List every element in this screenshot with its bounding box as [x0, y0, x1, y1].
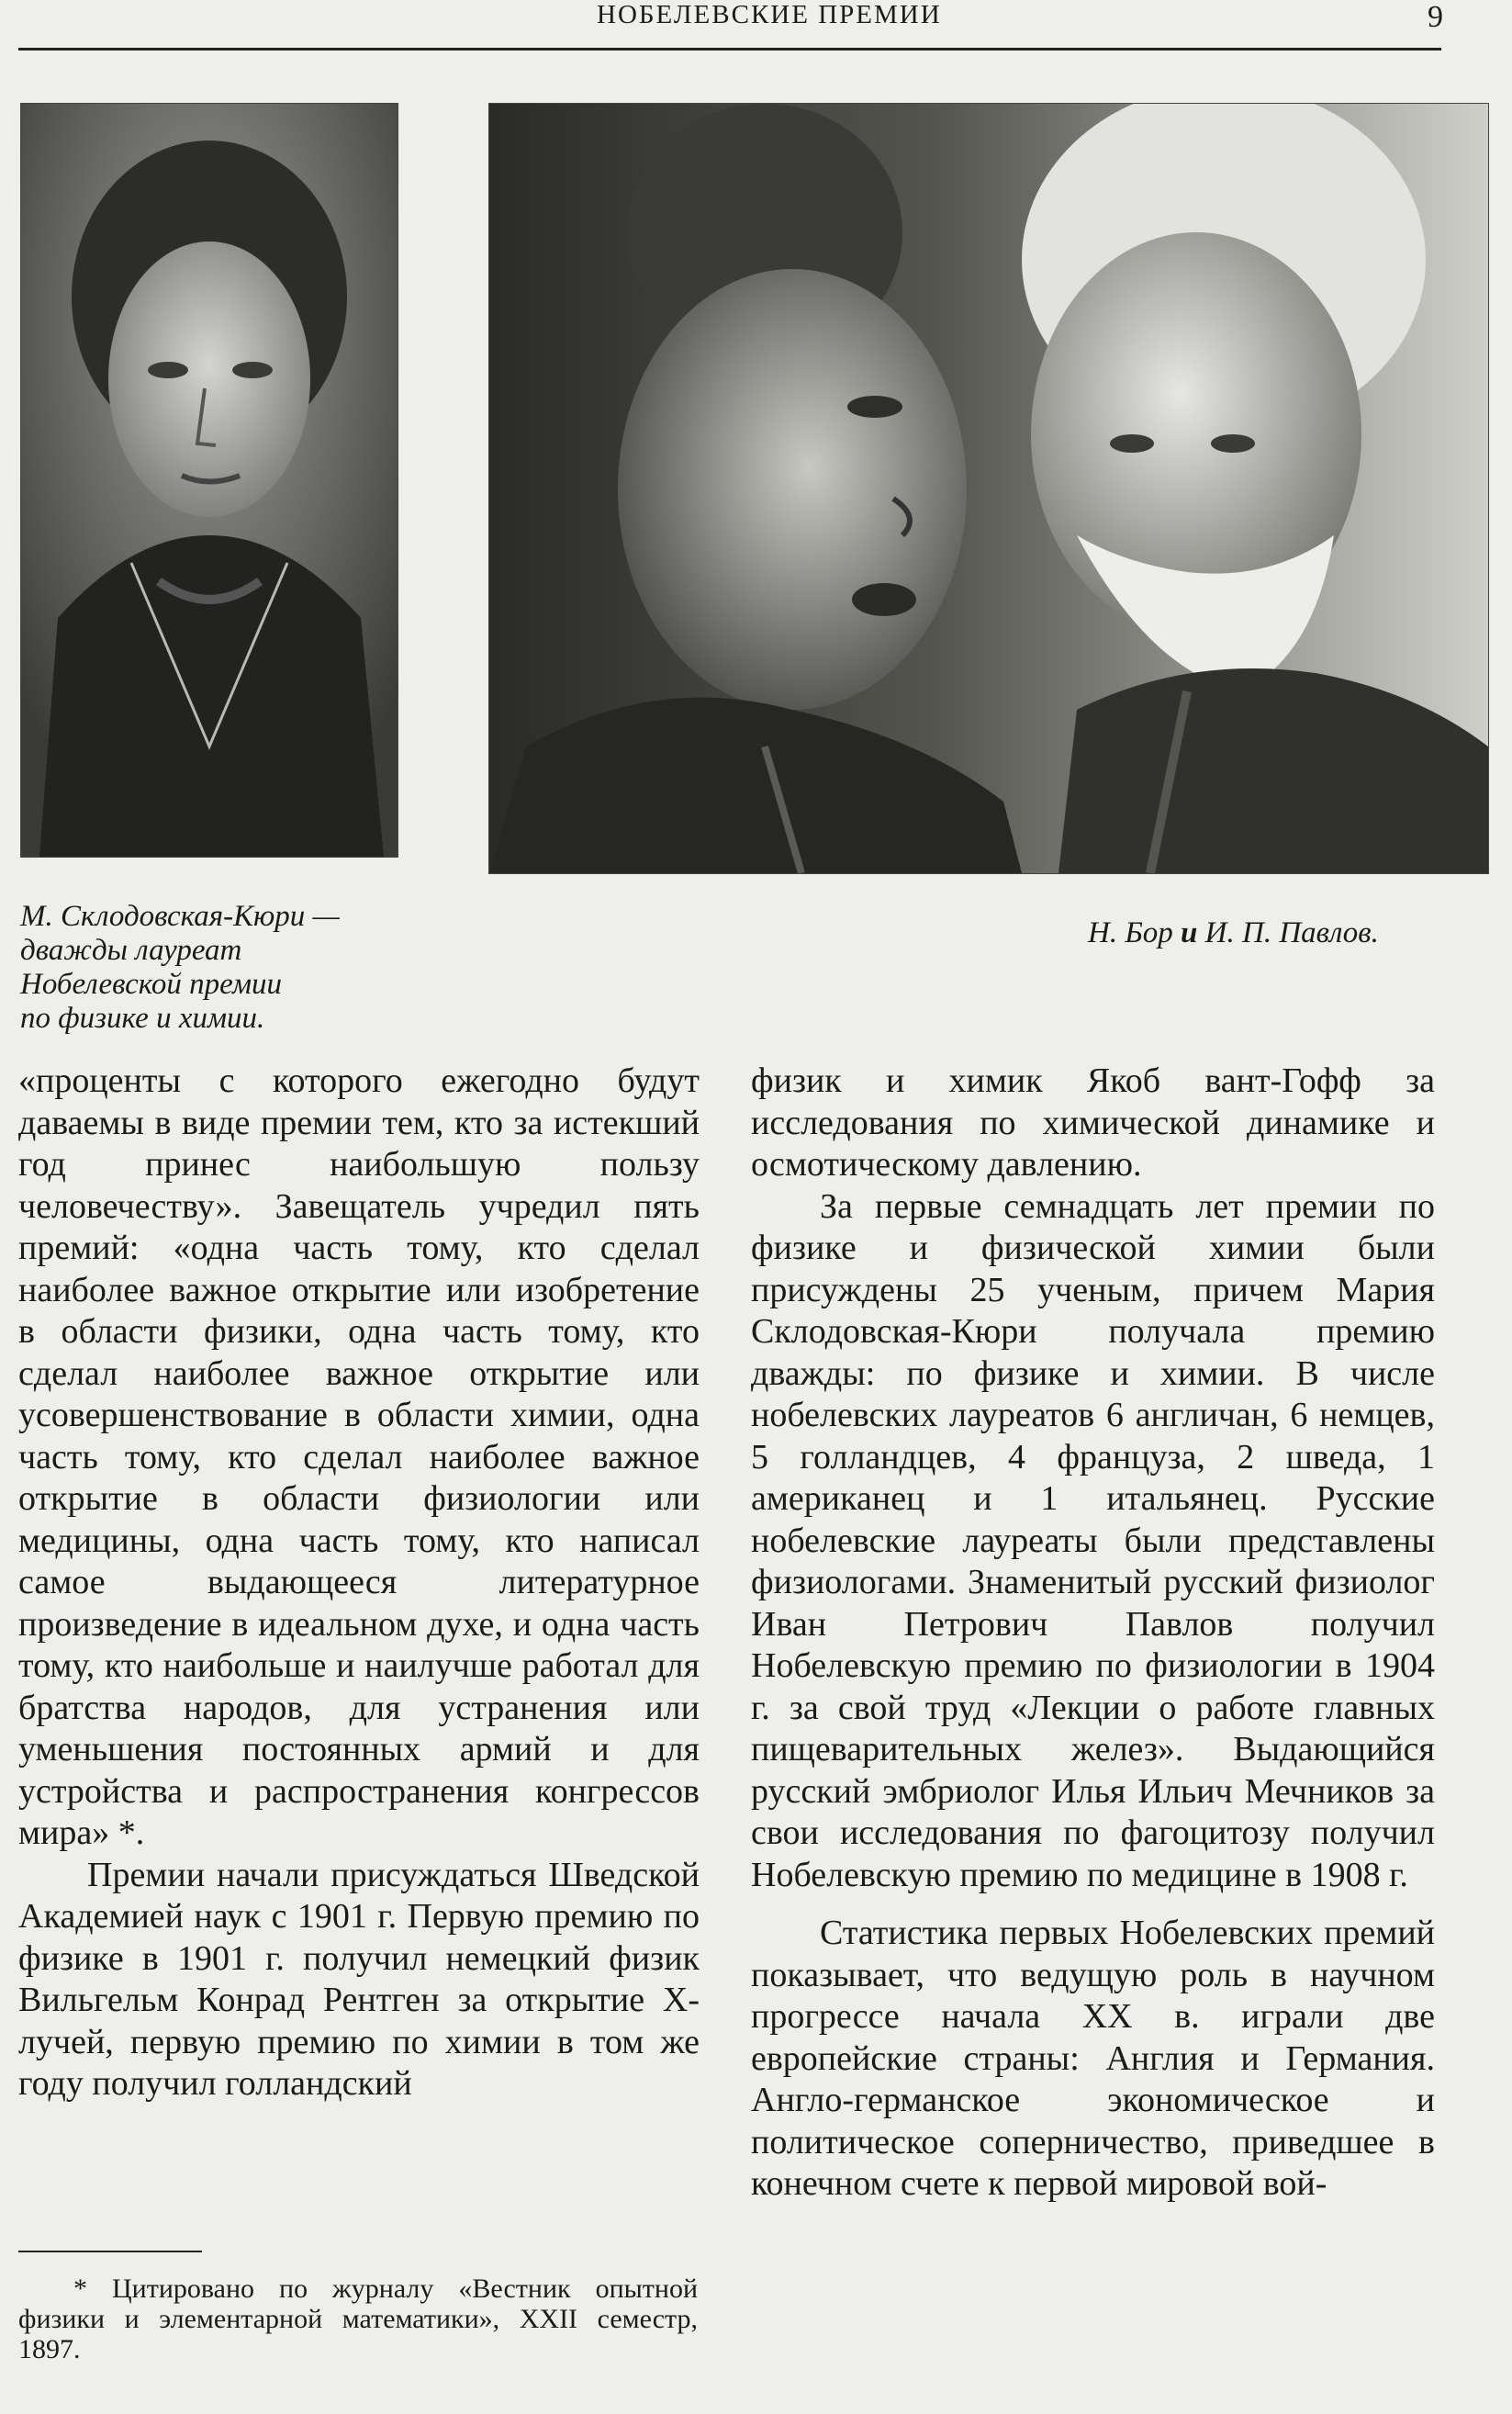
curie-caption-line: дважды лауреат — [20, 934, 242, 967]
paragraph: физик и химик Якоб вант-Гофф за исследования по химической динамике и осмотическому давлению. — [751, 1061, 1435, 1184]
bohr-pavlov-image — [489, 104, 1488, 873]
bohr-caption-text: Н. Бор — [1088, 916, 1182, 949]
left-text-column — [18, 1061, 700, 2105]
curie-caption — [20, 900, 452, 1036]
paragraph: «проценты с которого ежегодно будут даваемы в виде премии тем, кто за истекший год принес наибольшую пользу человечеству». Завещатель учредил пять премий: «одна часть тому, кто сделал наиболее важное открытие или изобретение в области физики, одна часть тому, кто сделал наиболее важное открытие или усовершенствование в области химии, одна часть тому, кто сделал наиболее важное открытие в области физиологии или медицины, одна часть тому, кто написал самое выдающееся литературное произведение в идеальном духе, и одна часть тому, кто наибольше и наилучше работал для братства народов, для устранения или уменьшения постоянных армий и для устройства и распространения конгрессов мира» *. — [18, 1061, 700, 1852]
right-text-column — [751, 1061, 1435, 2206]
curie-portrait-image — [21, 104, 398, 857]
page-number: 9 — [1428, 0, 1443, 34]
footnote — [18, 2274, 698, 2364]
bohr-pavlov-photo — [488, 103, 1489, 874]
paragraph: За первые семнадцать лет премии по физике и физической химии были присуждены 25 ученым, причем Мария Склодовская-Кюри получала премию дважды: по физике и химии. В числе нобелевских лауреатов 6 англичан, 6 немцев, 5 голландцев, 4 француза, 2 шведа, 1 американец и 1 итальянец. Русские нобелевские лауреаты были представлены физиологами. Знаменитый русский физиолог Иван Петрович Павлов получил Нобелевскую премию по физиологии в 1904 г. за свой труд «Лекции о работе главных пищеварительных желез». Выдающийся русский эмбриолог Илья Ильич Мечников за свои исследования по фагоцитозу получил Нобелевскую премию по медицине в 1908 г. — [751, 1186, 1435, 1894]
curie-caption-line: Нобелевской премии — [20, 968, 283, 1001]
footnote-text: * Цитировано по журналу «Вестник опытной физики и элементарной математики», XXII семестр, 1897. — [18, 2274, 698, 2364]
paragraph: Премии начали присуждаться Шведской Академией наук с 1901 г. Первую премию по физике в 1901 г. получил немецкий физик Вильгельм Конрад Рентген за открытие X-лучей, первую премию по химии в том же году получил голландский — [18, 1855, 700, 2103]
curie-portrait-photo — [20, 103, 398, 858]
running-header — [18, 0, 1441, 51]
footnote-rule — [18, 2251, 202, 2252]
caption-conjunction: и — [1181, 916, 1198, 949]
pavlov-caption-text: И. П. Павлов. — [1197, 916, 1379, 949]
paragraph: Статистика первых Нобелевских премий показывает, что ведущую роль в научном прогрессе начала XX в. играли две европейские страны: Англия и Германия. Англо-германское экономическое и политическое соперничество, приведшее в конечном счете к первой мировой вой- — [751, 1914, 1435, 2203]
header-title: НОБЕЛЕВСКИЕ ПРЕМИИ — [597, 0, 942, 29]
bohr-pavlov-caption — [1088, 916, 1492, 950]
curie-caption-line: по физике и химии. — [20, 1002, 265, 1035]
curie-caption-line: М. Склодовская-Кюри — — [20, 900, 340, 933]
